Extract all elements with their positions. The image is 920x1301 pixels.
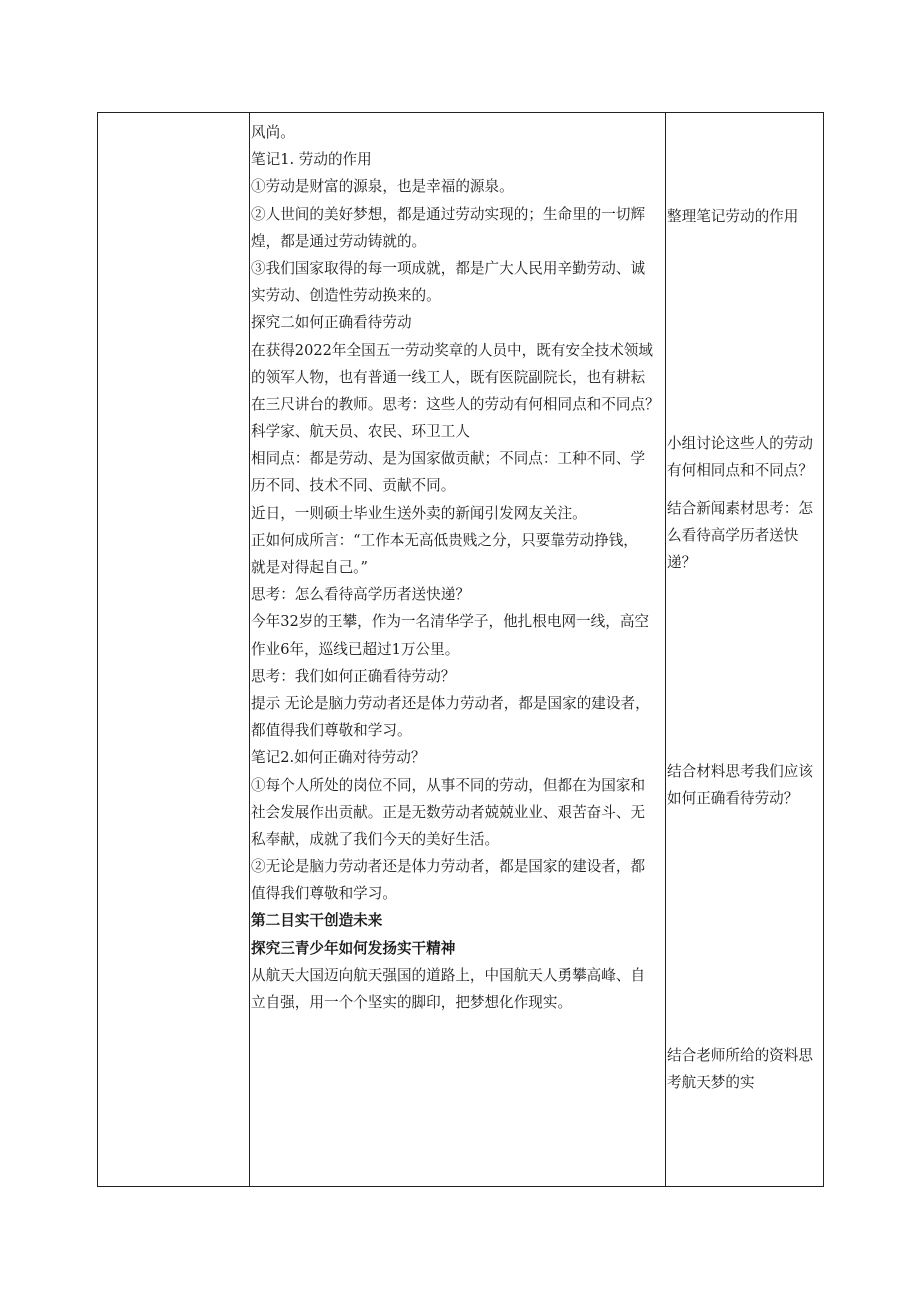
text-line: ②无论是脑力劳动者还是体力劳动者，都是国家的建设者，都 (251, 858, 646, 876)
text-line: 从航天大国迈向航天强国的道路上，中国航天人勇攀高峰、自 (251, 966, 646, 984)
text-line: ①每个人所处的岗位不同，从事不同的劳动，但都在为国家和 (251, 776, 646, 794)
side-note-line: 结合材料思考我们应该 (667, 763, 813, 780)
text-line: ③我们国家取得的每一项成就，都是广大人民用辛勤劳动、诚 (251, 259, 646, 277)
text-line: 提示 无论是脑力劳动者还是体力劳动者，都是国家的建设者， (251, 694, 650, 712)
text-line: ②人世间的美好梦想，都是通过劳动实现的；生命里的一切辉 (251, 205, 646, 223)
section-title: 第二目实干创造未来 (251, 912, 383, 930)
column-divider-right (665, 113, 666, 1186)
side-note-line: 考航天梦的实 (667, 1074, 755, 1092)
text-line: 煌，都是通过劳动铸就的。 (251, 232, 427, 250)
text-line: 今年32岁的王攀，作为一名清华学子，他扎根电网一线，高空 (251, 613, 650, 631)
side-note-text: 整理笔记劳动的作用 (667, 208, 799, 225)
text-line: 历不同、技术不同、贡献不同。 (251, 477, 456, 495)
text-line: 思考：我们如何正确看待劳动？ (251, 667, 456, 685)
text-line: 都值得我们尊敬和学习。 (251, 722, 412, 740)
text-line: 私奉献，成就了我们今天的美好生活。 (251, 830, 500, 848)
text-line: 正如何成所言：“工作本无高低贵贱之分，只要靠劳动挣钱， (251, 531, 638, 549)
text-line: 科学家、航天员、农民、环卫工人 (251, 423, 470, 441)
text-line: 思考：怎么看待高学历者送快递？ (251, 586, 470, 604)
text-line: 实劳动、创造性劳动换来的。 (251, 287, 441, 305)
lesson-content-cell (250, 119, 662, 1016)
text-line: 在三尺讲台的教师。思考：这些人的劳动有何相同点和不同点？ (251, 395, 660, 413)
text-line: 风尚。 (251, 124, 295, 141)
side-note-2 (666, 430, 824, 484)
side-note-line: 有何相同点和不同点？ (667, 462, 813, 480)
note-heading: 笔记1. 劳动的作用 (251, 151, 372, 169)
note-heading: 笔记2.如何正确对待劳动？ (251, 749, 426, 767)
section-heading: 探究二如何正确看待劳动 (251, 314, 412, 332)
side-note-line: 么看待高学历者送快 (667, 527, 799, 545)
lesson-table (97, 112, 824, 1187)
text-line: 立自强，用一个个坚实的脚印，把梦想化作现实。 (251, 994, 573, 1011)
side-note-line: 小组讨论这些人的劳动 (667, 435, 813, 452)
side-note-5 (666, 1042, 824, 1096)
section-title: 探究三青少年如何发扬实干精神 (251, 939, 456, 957)
text-line: 的领军人物，也有普通一线工人，既有医院副院长，也有耕耘 (251, 368, 646, 386)
side-note-line: 如何正确看待劳动？ (667, 790, 799, 808)
text-line: 社会发展作出贡献。正是无数劳动者兢兢业业、艰苦奋斗、无 (251, 803, 646, 821)
text-line: 在获得2022年全国五一劳动奖章的人员中，既有安全技术领域 (251, 341, 653, 359)
text-line: 就是对得起自己。” (251, 559, 368, 576)
text-line: 近日，一则硕士毕业生送外卖的新闻引发网友关注。 (251, 504, 587, 522)
side-note-4 (666, 758, 824, 812)
side-note-line: 结合老师所给的资料思 (667, 1047, 813, 1064)
text-line: 作业6年，巡线已超过1万公里。 (251, 640, 460, 658)
text-line: 值得我们尊敬和学习。 (251, 885, 397, 903)
text-line: 相同点：都是劳动、是为国家做贡献；不同点：工种不同、学 (251, 450, 646, 468)
side-note-3 (666, 495, 824, 577)
side-note-line: 递？ (667, 554, 697, 572)
side-note-line: 结合新闻素材思考：怎 (667, 500, 813, 517)
text-line: ①劳动是财富的源泉，也是幸福的源泉。 (251, 178, 514, 196)
side-note-1 (666, 203, 824, 230)
